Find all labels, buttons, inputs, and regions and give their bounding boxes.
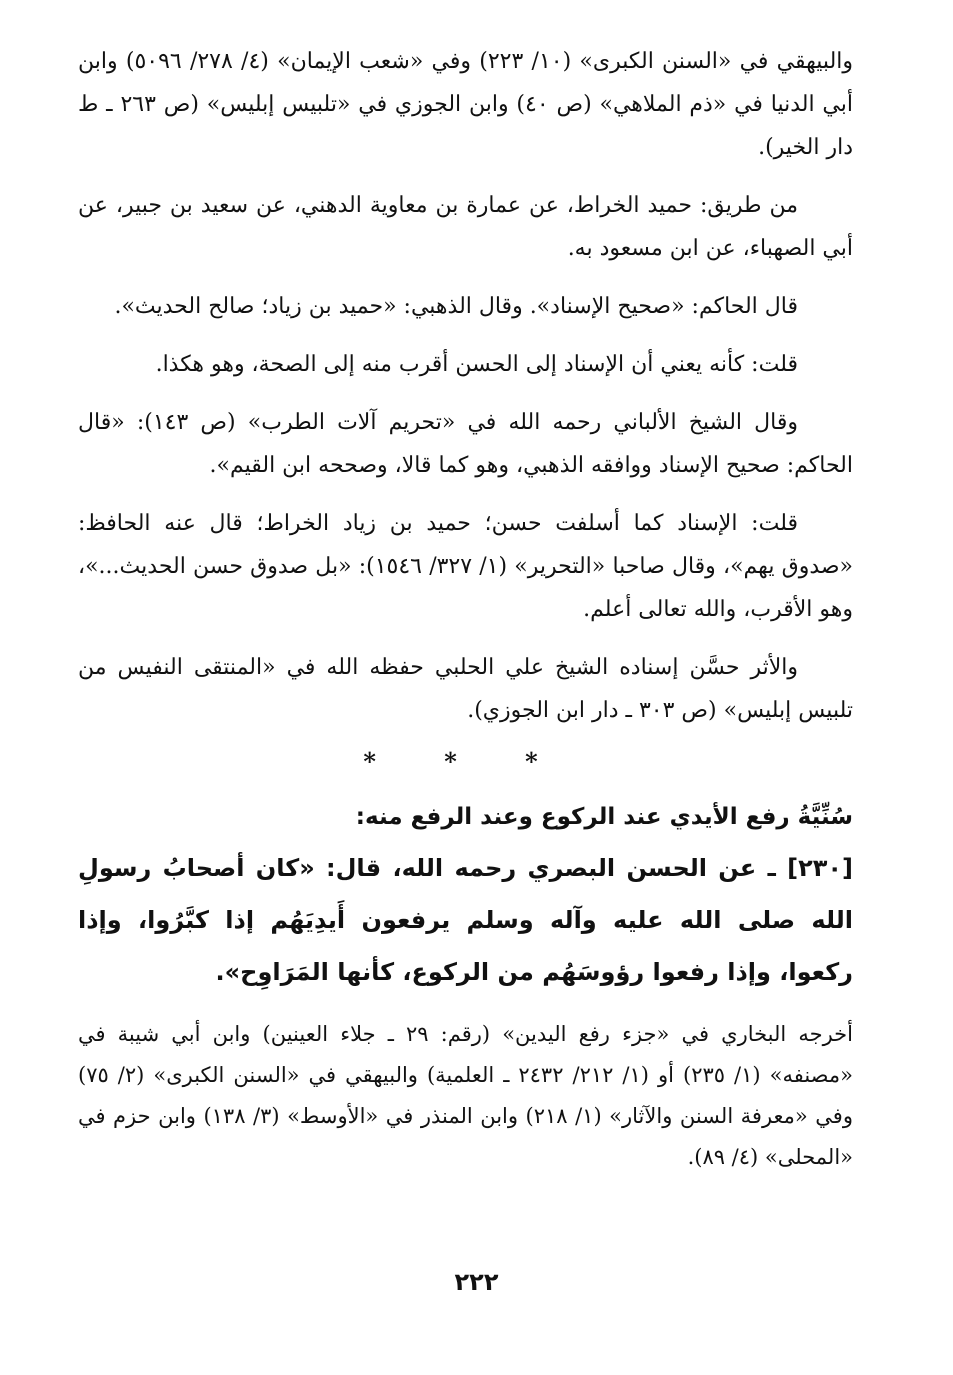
paragraph-takhrij: أخرجه البخاري في «جزء رفع اليدين» (رقم: ٢٩ ـ جلاء العينين) وابن أبي شيبة في «مصنفه» (١/ ٢٣٥) أو (١/ ٢١٢/ ٢٤٣٢ ـ العلمية) والبيهقي في «السنن الكبرى» (٢/ ٧٥) وفي «معرفة السنن والآثار» (١/ ٢١٨) وابن المنذر في «الأوسط» (٣/ ١٣٨) وابن حزم في «المحلى» (٤/ ٨٩). bbox=[78, 1022, 853, 1169]
paragraph-comment: قلت: كأنه يعني أن الإسناد إلى الحسن أقرب منه إلى الصحة، وهو هكذا. bbox=[155, 352, 798, 377]
paragraph-sources-continued: والبيهقي في «السنن الكبرى» (١٠/ ٢٢٣) وفي «شعب الإيمان» (٤/ ٢٧٨/ ٥٠٩٦) وابن أبي الدنيا في «ذم الملاهي» (ص ٤٠) وابن الجوزي في «تلبيس إبليس» (ص ٢٦٣ ـ ط دار الخير). bbox=[78, 49, 854, 160]
paragraph-albani: وقال الشيخ الألباني رحمه الله في «تحريم آلات الطرب» (ص ١٤٣): «قال الحاكم: صحيح الإسناد ووافقه الذهبي، وهو كما قالا، وصححه ابن القيم». bbox=[78, 410, 853, 478]
section-separator: * * * bbox=[363, 747, 568, 776]
paragraph-chain: من طريق: حميد الخراط، عن عمارة بن معاوية الدهني، عن سعيد بن جبير، عن أبي الصهباء، عن ابن مسعود به. bbox=[78, 193, 853, 261]
paragraph-isnad: قلت: الإسناد كما أسلفت حسن؛ حميد بن زياد الخراط؛ قال عنه الحافظ: «صدوق يهم»، وقال صاحبا «التحرير» (١/ ٣٢٧/ ١٥٤٦): «بل صدوق حسن الحديث...»، وهو الأقرب، والله تعالى أعلم. bbox=[78, 511, 854, 622]
paragraph-hakim: قال الحاكم: «صحيح الإسناد». وقال الذهبي: «حميد بن زياد؛ صالح الحديث». bbox=[114, 294, 798, 319]
page-number: ٢٢٢ bbox=[454, 1268, 499, 1296]
page-body bbox=[78, 40, 853, 1178]
section-heading: سُنِّيَّةُ رفع الأيدي عند الركوع وعند الرفع منه: bbox=[355, 804, 853, 830]
hadith-text: [٢٣٠] ـ عن الحسن البصري رحمه الله، قال: «كان أصحابُ رسولِ الله صلى الله عليه وآله وسلم يرفعون أَيدِيَهُم إذا كبَّرُوا، وإذا ركعوا، وإذا رفعوا رؤوسَهُم من الركوع، كأنها المَرَاوِح». bbox=[78, 854, 853, 986]
paragraph-halabi: والأثر حسَّن إسناده الشيخ علي الحلبي حفظه الله في «المنتقى النفيس من تلبيس إبليس» (ص ٣٠٣ ـ دار ابن الجوزي). bbox=[78, 655, 853, 723]
